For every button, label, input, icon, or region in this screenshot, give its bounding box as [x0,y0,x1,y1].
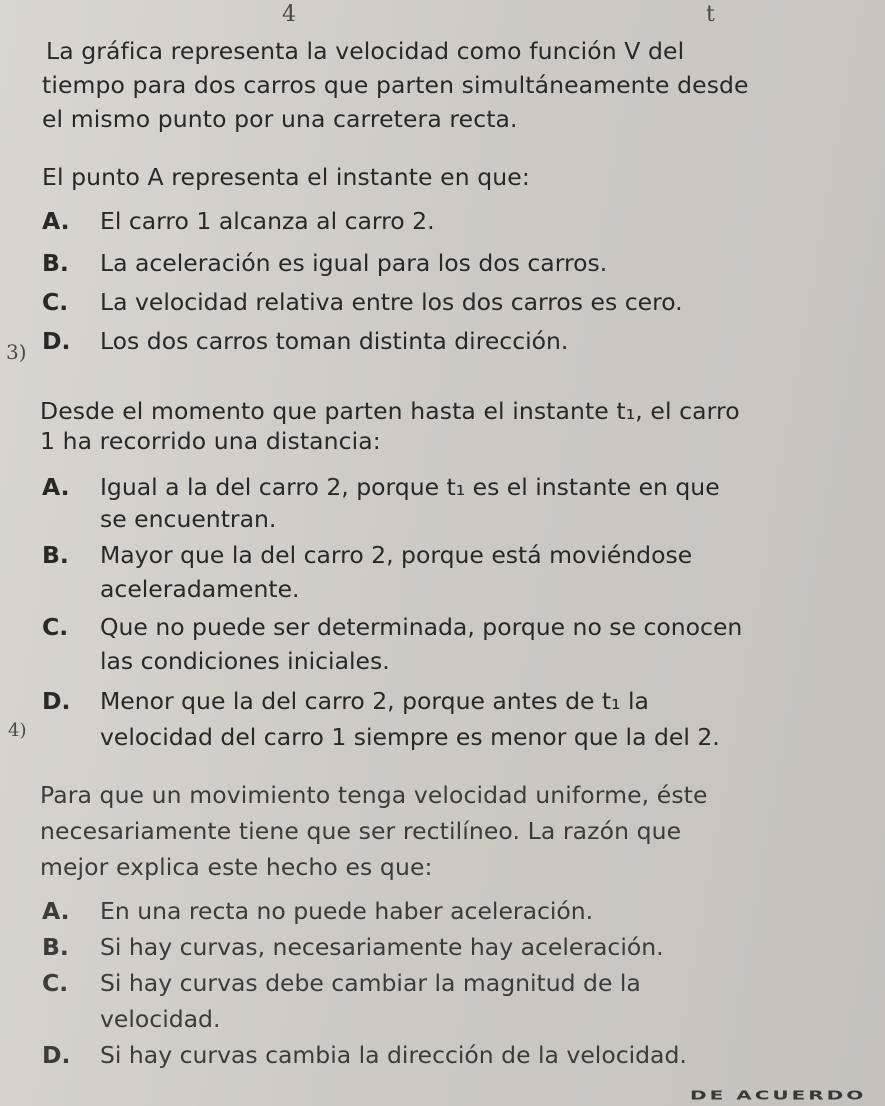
option-text: La velocidad relativa entre los dos carros es cero. [100,288,683,316]
option-text: Si hay curvas cambia la dirección de la velocidad. [100,1041,687,1069]
q3-option-a[interactable] [42,472,720,502]
option-letter: B. [42,541,69,569]
option-text: En una recta no puede haber aceleración. [100,897,594,925]
option-text-line-1: Que no puede ser determinada, porque no se conocen [100,613,743,641]
q2-stem-line-2: tiempo para dos carros que parten simultáneamente desde [42,71,749,99]
q3-option-a-line-2: se encuentran. [100,505,277,533]
option-letter: B. [42,933,69,961]
option-text: Si hay curvas, necesariamente hay aceleración. [100,933,664,961]
q2-option-a[interactable] [42,206,435,236]
handwritten-mark-right: t [706,2,715,27]
q2-option-b[interactable] [42,248,607,278]
q4-number: 4) [8,720,27,741]
option-text: La aceleración es igual para los dos carros. [100,249,608,277]
q4-stem-line-3: mejor explica este hecho es que: [40,853,433,881]
q4-option-d[interactable] [42,1040,687,1070]
q2-option-c[interactable] [42,287,683,317]
option-text-line-1: Si hay curvas debe cambiar la magnitud de la [100,969,641,997]
option-letter: C. [42,969,69,997]
footer-cutoff-text: DE ACUERDO [690,1088,867,1103]
option-letter: D. [42,327,71,355]
q3-option-d-line-2: velocidad del carro 1 siempre es menor que la del 2. [100,723,720,751]
option-letter: D. [42,1041,71,1069]
option-letter: A. [42,473,70,501]
option-letter: A. [42,207,70,235]
option-text-line-1: Mayor que la del carro 2, porque está moviéndose [100,541,693,569]
option-text-line-1: Igual a la del carro 2, porque t₁ es el instante en que [100,473,720,501]
q3-option-b[interactable] [42,540,692,570]
q3-option-c[interactable] [42,612,742,642]
option-letter: D. [42,687,71,715]
q3-number: 3) [6,340,27,364]
q2-stem-line-1: La gráfica representa la velocidad como función V del [46,37,685,65]
option-letter: C. [42,288,69,316]
q3-stem-line-2: 1 ha recorrido una distancia: [40,427,381,455]
q2-stem-line-3: el mismo punto por una carretera recta. [42,105,518,133]
q3-stem-line-1: Desde el momento que parten hasta el instante t₁, el carro [40,397,740,425]
option-text-line-1: Menor que la del carro 2, porque antes de t₁ la [100,687,649,715]
q4-option-b[interactable] [42,932,664,962]
option-letter: A. [42,897,70,925]
handwritten-mark-left: 4 [282,2,296,27]
option-letter: B. [42,249,69,277]
q3-option-d[interactable] [42,686,649,716]
option-letter: C. [42,613,69,641]
option-text: Los dos carros toman distinta dirección. [100,327,569,355]
q4-option-c[interactable] [42,968,641,998]
q4-stem-line-2: necesariamente tiene que ser rectilíneo. La razón que [40,817,682,845]
q4-option-c-line-2: velocidad. [100,1005,221,1033]
option-text: El carro 1 alcanza al carro 2. [100,207,435,235]
q4-option-a[interactable] [42,896,593,926]
q4-stem-line-1: Para que un movimiento tenga velocidad uniforme, éste [40,781,708,809]
q2-prompt: El punto A representa el instante en que: [42,163,530,191]
q2-option-d[interactable] [42,326,568,356]
q3-option-b-line-2: aceleradamente. [100,575,300,603]
q3-option-c-line-2: las condiciones iniciales. [100,647,390,675]
